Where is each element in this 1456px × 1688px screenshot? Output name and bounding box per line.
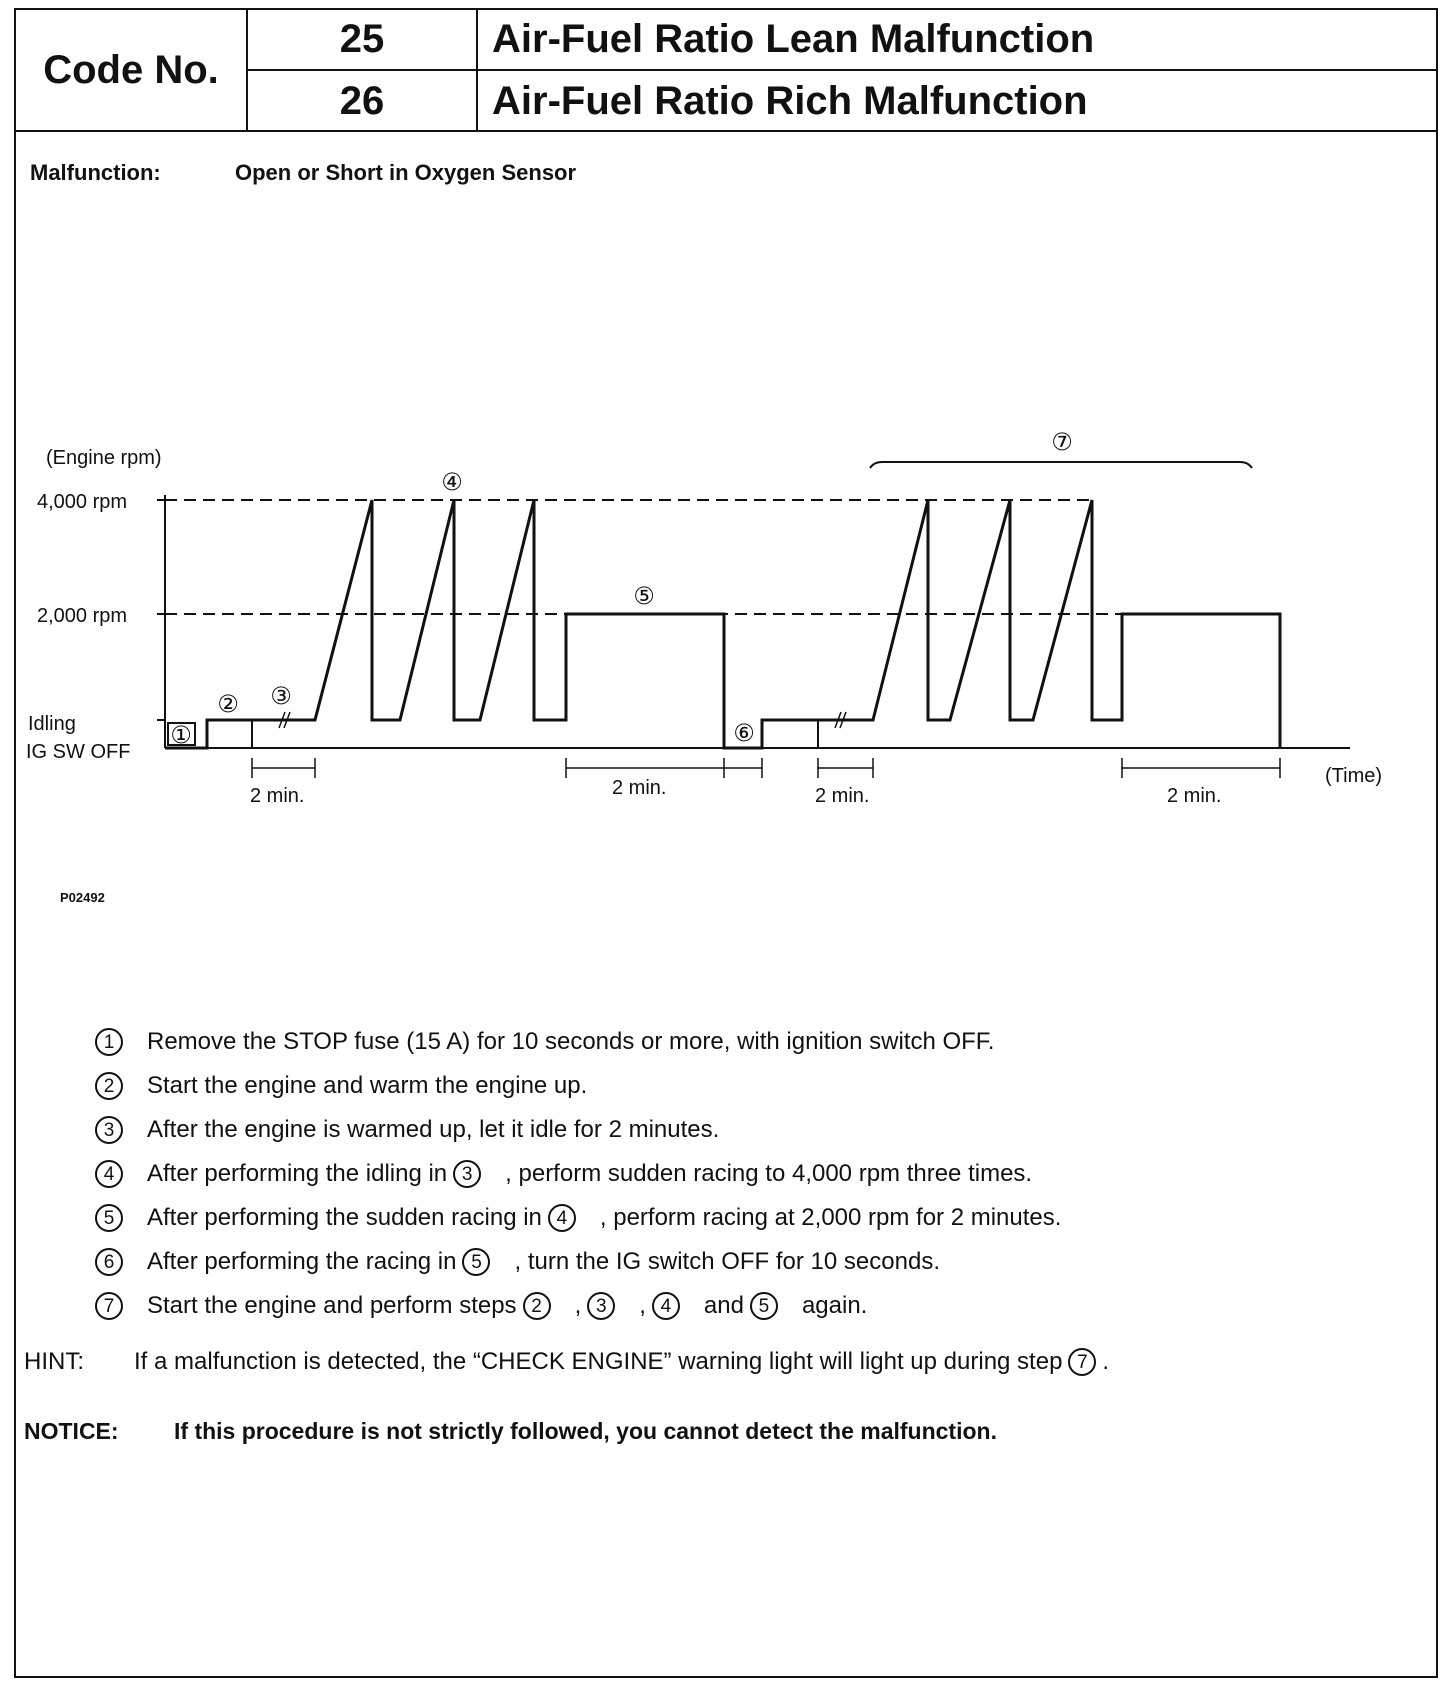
step-text: , [639,1292,646,1319]
notice-label: NOTICE: [24,1418,119,1444]
step-number-circle: 3 [95,1116,123,1144]
step-marker-4: ④ [441,469,463,496]
step-text: Remove the STOP fuse (15 A) for 10 seconds or more, with ignition switch OFF. [147,1028,995,1055]
duration-label: 2 min. [612,777,667,799]
step-marker-1: ① [170,722,192,749]
step-text: , perform sudden racing to 4,000 rpm three times. [505,1160,1033,1187]
step-item [95,1152,1061,1196]
code-number: 25 [248,10,478,69]
step-7-bracket [870,462,1252,468]
dimension-2min-idle-second [818,758,873,778]
step-text: Start the engine and perform steps [147,1292,517,1319]
hint-end: . [1102,1348,1110,1375]
malfunction-label: Malfunction: [30,160,161,185]
step-text: Start the engine and warm the engine up. [147,1072,588,1099]
step-text: , turn the IG switch OFF for 10 seconds. [514,1248,940,1275]
figure-id: P02492 [60,890,105,905]
y-axis-title: (Engine rpm) [46,447,162,469]
code-number: 26 [248,71,478,131]
step-ref-circle: 3 [453,1160,481,1188]
step-marker-6: ⑥ [733,720,755,747]
y-label-4000: 4,000 rpm [37,491,128,513]
step-ref-circle: 3 [587,1292,615,1320]
step-text: , perform racing at 2,000 rpm for 2 minutes. [599,1204,1062,1231]
hint-line [24,1348,1109,1376]
notice-line [24,1418,997,1445]
code-title: Air-Fuel Ratio Rich Malfunction [492,78,1088,123]
hint-text: If a malfunction is detected, the “CHECK ENGINE” warning light will light up during step [134,1348,1063,1375]
procedure-steps [95,1020,1061,1328]
step-text: After performing the idling in [147,1160,448,1187]
step-ref-circle: 5 [462,1248,490,1276]
step-number-circle: 4 [95,1160,123,1188]
y-label-2000: 2,000 rpm [37,605,128,627]
code-number-label: Code No. [16,10,248,130]
step-marker-5: ⑤ [633,583,655,610]
step-number-circle: 1 [95,1028,123,1056]
step-item [95,1196,1061,1240]
y-label-ig-sw-off: IG SW OFF [26,741,131,763]
idle-interval-box [252,720,315,748]
x-axis-title: (Time) [1325,765,1383,787]
step-number-circle: 5 [95,1204,123,1232]
step-ref-circle: 4 [652,1292,680,1320]
step-item [95,1020,1061,1064]
hint-label: HINT: [24,1348,84,1375]
step-marker-3: ③ [270,683,292,710]
step-text: , [574,1292,582,1319]
step-number-circle: 6 [95,1248,123,1276]
step-text: After performing the sudden racing in [147,1204,542,1231]
step-text: again. [801,1292,868,1319]
step-ref-circle: 7 [1068,1348,1096,1376]
duration-label: 2 min. [815,785,870,807]
step-text: After performing the racing in [147,1248,457,1275]
step-item [95,1240,1061,1284]
dimension-2min-idle [252,758,315,778]
step-number-circle: 2 [95,1072,123,1100]
duration-label: 2 min. [250,785,305,807]
step-ref-circle: 2 [523,1292,551,1320]
step-text: After the engine is warmed up, let it idle for 2 minutes. [147,1116,720,1143]
step-item [95,1064,1061,1108]
step-number-circle: 7 [95,1292,123,1320]
notice-text: If this procedure is not strictly followed, you cannot detect the malfunction. [174,1418,997,1444]
code-title: Air-Fuel Ratio Lean Malfunction [492,17,1095,61]
malfunction-value: Open or Short in Oxygen Sensor [235,160,577,185]
step-item [95,1108,1061,1152]
step-item [95,1284,1061,1328]
rpm-trace [165,500,1280,748]
dimension-2min-racing [566,758,762,778]
y-label-idling: Idling [28,713,76,735]
idle-interval-box [818,720,873,748]
step-marker-2: ② [217,691,239,718]
step-ref-circle: 4 [548,1204,576,1232]
dimension-2min-racing-second [1122,758,1280,778]
duration-label: 2 min. [1167,785,1222,807]
step-marker-7: ⑦ [1051,429,1073,456]
step-ref-circle: 5 [750,1292,778,1320]
step-text: and [703,1292,744,1319]
